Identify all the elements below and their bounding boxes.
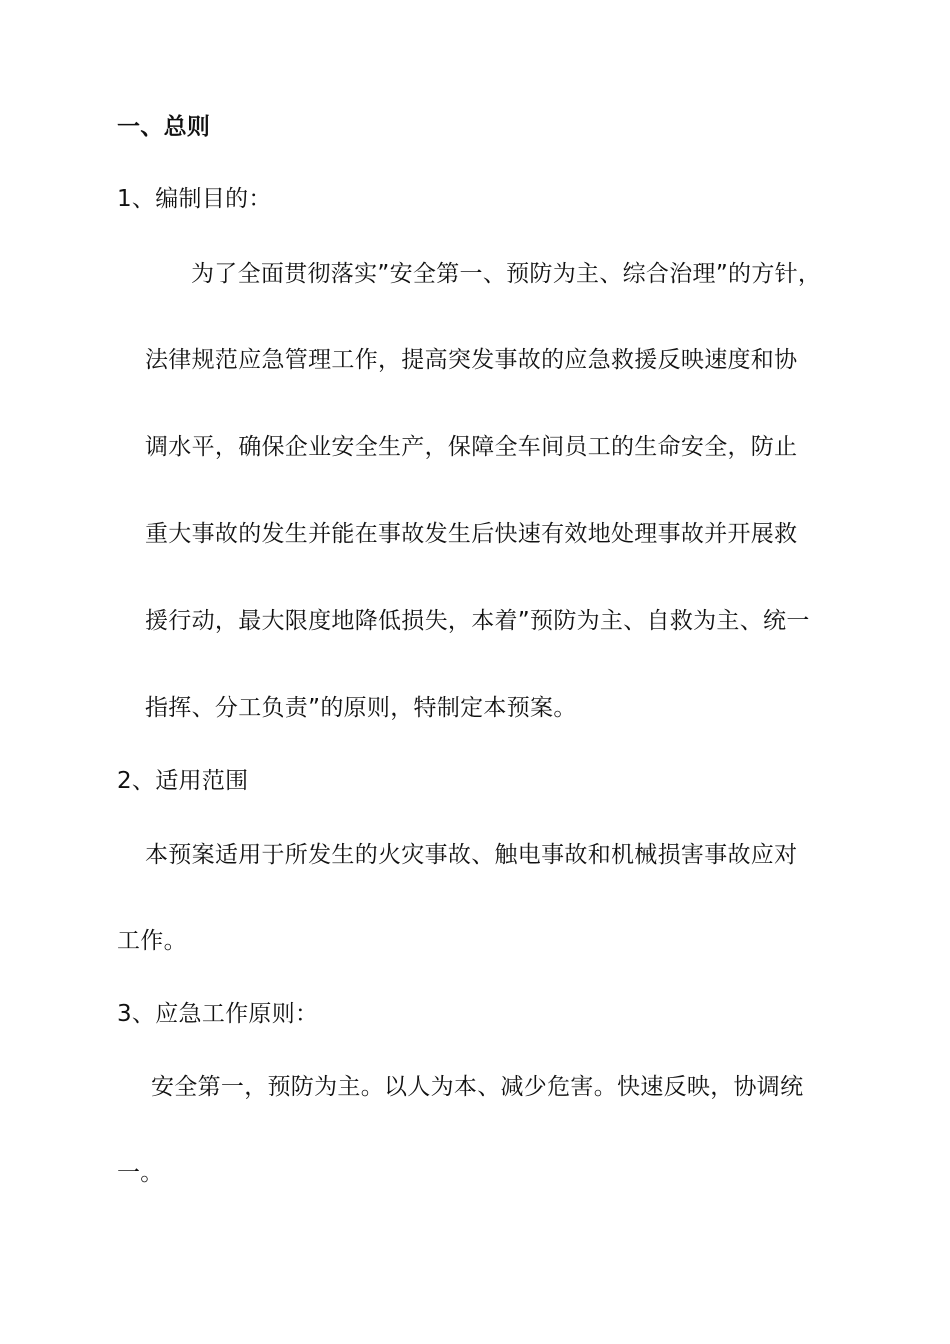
item-heading-principles: 3、应急工作原则： bbox=[117, 1001, 319, 1027]
paragraph-line: 一。 bbox=[117, 1160, 164, 1186]
item-heading-scope: 2、适用范围 bbox=[117, 768, 249, 794]
paragraph-line: 法律规范应急管理工作，提高突发事故的应急救援反映速度和协 bbox=[145, 347, 798, 373]
paragraph-line: 为了全面贯彻落实”安全第一、预防为主、综合治理”的方针， bbox=[191, 261, 822, 287]
paragraph-line: 指挥、分工负责”的原则，特制定本预案。 bbox=[145, 695, 577, 721]
paragraph-line: 重大事故的发生并能在事故发生后快速有效地处理事故并开展救 bbox=[145, 521, 798, 547]
item-heading-purpose: 1、编制目的： bbox=[117, 186, 272, 212]
paragraph-line: 调水平，确保企业安全生产，保障全车间员工的生命安全，防止 bbox=[145, 434, 798, 460]
section-title: 一、总则 bbox=[117, 114, 211, 140]
paragraph-line: 安全第一，预防为主。以人为本、减少危害。快速反映，协调统 bbox=[151, 1074, 804, 1100]
paragraph-line: 本预案适用于所发生的火灾事故、触电事故和机械损害事故应对 bbox=[145, 842, 798, 868]
paragraph-line: 援行动，最大限度地降低损失，本着”预防为主、自救为主、统一 bbox=[145, 608, 810, 634]
paragraph-line: 工作。 bbox=[117, 928, 187, 954]
